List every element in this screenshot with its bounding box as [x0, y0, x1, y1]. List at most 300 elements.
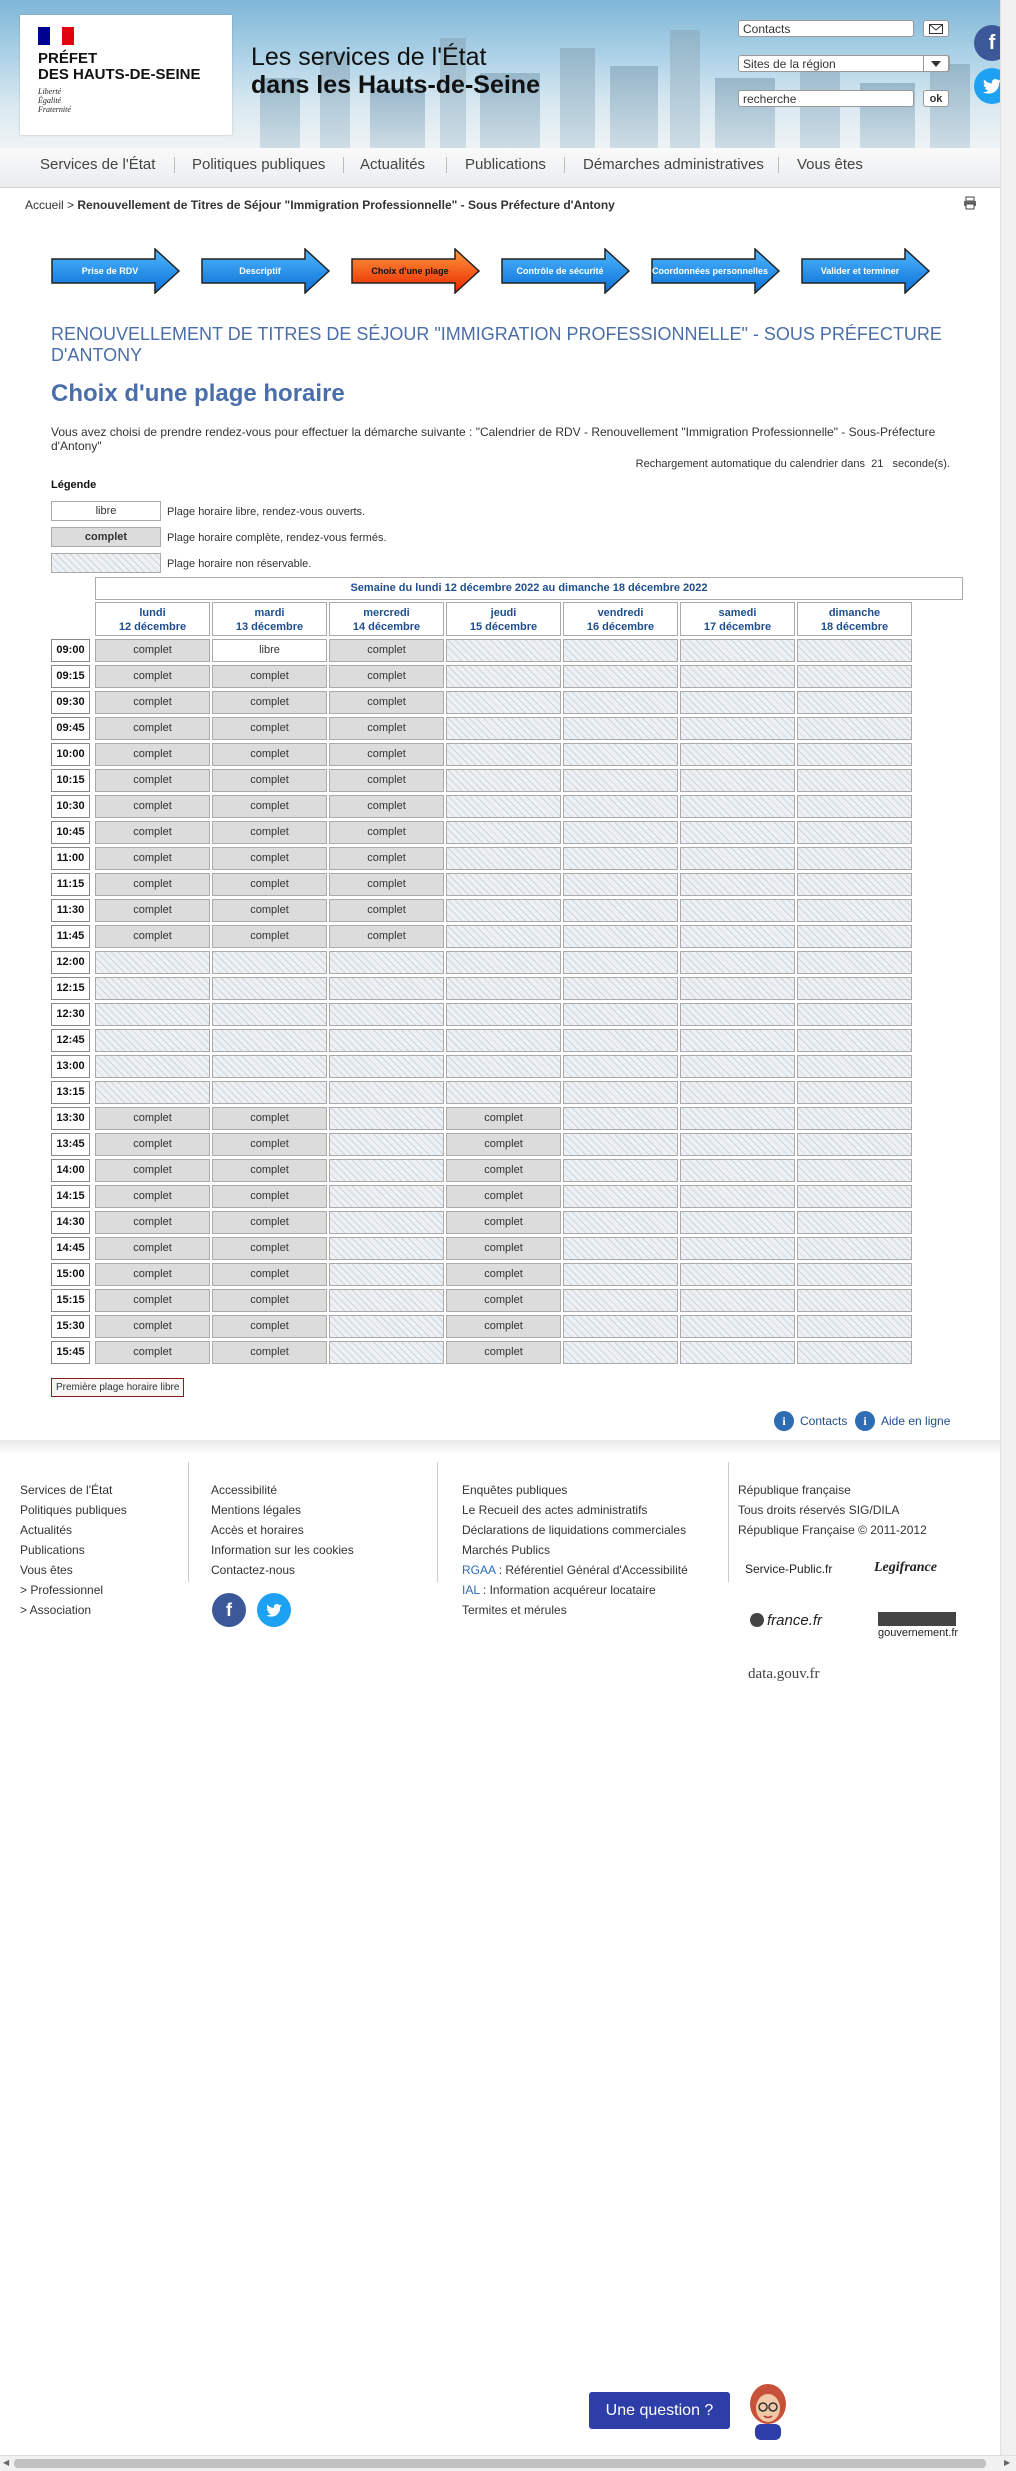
- slot-free[interactable]: libre: [212, 639, 327, 662]
- slot-unavailable: [797, 1133, 912, 1156]
- slot-unavailable: [329, 1107, 444, 1130]
- footer-text: République Française © 2011-2012: [738, 1523, 927, 1537]
- footer-link[interactable]: Publications: [20, 1543, 85, 1557]
- slot-full: complet: [212, 1289, 327, 1312]
- step-3: [351, 248, 481, 294]
- info-icon: i: [855, 1411, 875, 1431]
- step-5: [651, 248, 781, 294]
- facebook-icon[interactable]: f: [974, 25, 1000, 61]
- chatbot-avatar-icon[interactable]: [742, 2380, 794, 2440]
- day-header-dimanche: dimanche 18 décembre: [797, 602, 912, 636]
- slot-unavailable: [563, 717, 678, 740]
- slot-unavailable: [797, 717, 912, 740]
- slot-unavailable: [329, 1081, 444, 1104]
- nav-item-vous-etes[interactable]: Vous êtes: [797, 156, 863, 173]
- chevron-down-icon[interactable]: [923, 55, 949, 72]
- slot-unavailable: [680, 717, 795, 740]
- slot-unavailable: [680, 925, 795, 948]
- slot-unavailable: [446, 639, 561, 662]
- slot-unavailable: [563, 847, 678, 870]
- slot-full: complet: [446, 1133, 561, 1156]
- slot-unavailable: [797, 1185, 912, 1208]
- slot-unavailable: [446, 1029, 561, 1052]
- slot-unavailable: [797, 743, 912, 766]
- slot-unavailable: [680, 1289, 795, 1312]
- slot-unavailable: [446, 1003, 561, 1026]
- slot-unavailable: [329, 1133, 444, 1156]
- time-label: 09:00: [51, 639, 90, 662]
- slot-unavailable: [797, 1289, 912, 1312]
- slot-unavailable: [563, 925, 678, 948]
- slot-unavailable: [797, 691, 912, 714]
- slot-unavailable: [329, 1211, 444, 1234]
- skyline-building: [715, 78, 775, 148]
- slot-full: complet: [446, 1159, 561, 1182]
- slot-unavailable: [329, 1237, 444, 1260]
- slot-full: complet: [95, 639, 210, 662]
- slot-unavailable: [797, 1341, 912, 1364]
- time-label: 12:00: [51, 951, 90, 974]
- nav-item-actualites[interactable]: Actualités: [360, 156, 426, 173]
- skyline-building: [670, 30, 700, 148]
- slot-full: complet: [95, 1341, 210, 1364]
- day-header-mercredi: mercredi 14 décembre: [329, 602, 444, 636]
- legend-free-box: libre: [51, 501, 161, 521]
- slot-unavailable: [680, 1107, 795, 1130]
- slot-unavailable: [797, 1237, 912, 1260]
- footer-link[interactable]: Contactez-nous: [211, 1563, 296, 1577]
- slot-unavailable: [797, 1003, 912, 1026]
- slot-full: complet: [212, 1263, 327, 1286]
- footer-link[interactable]: > Professionnel: [20, 1583, 104, 1597]
- slot-unavailable: [563, 1055, 678, 1078]
- legifrance-logo[interactable]: Legifrance: [874, 1560, 937, 1575]
- time-label: 09:45: [51, 717, 90, 740]
- step-label: Prise de RDV: [81, 266, 139, 276]
- slot-unavailable: [563, 769, 678, 792]
- nav-divider: [343, 157, 344, 173]
- slot-unavailable: [95, 951, 210, 974]
- slot-unavailable: [95, 1029, 210, 1052]
- slot-unavailable: [563, 665, 678, 688]
- slot-unavailable: [680, 769, 795, 792]
- breadcrumb-home[interactable]: Accueil: [25, 198, 64, 212]
- slot-unavailable: [797, 1029, 912, 1052]
- slot-full: complet: [446, 1341, 561, 1364]
- breadcrumb: [25, 198, 615, 212]
- slot-unavailable: [680, 1315, 795, 1338]
- slot-unavailable: [680, 691, 795, 714]
- slot-unavailable: [680, 639, 795, 662]
- marianne-flag-icon: [38, 27, 74, 45]
- footer-link[interactable]: Politiques publiques: [20, 1503, 127, 1517]
- slot-unavailable: [329, 951, 444, 974]
- slot-unavailable: [563, 795, 678, 818]
- slot-unavailable: [797, 1081, 912, 1104]
- step-label: Descriptif: [239, 266, 281, 276]
- slot-full: complet: [446, 1237, 561, 1260]
- time-label: 13:00: [51, 1055, 90, 1078]
- slot-unavailable: [680, 847, 795, 870]
- slot-unavailable: [680, 873, 795, 896]
- slot-unavailable: [329, 1185, 444, 1208]
- footer-divider: [0, 1440, 1000, 1454]
- slot-full: complet: [212, 821, 327, 844]
- page-title: Choix d'une plage horaire: [51, 380, 345, 407]
- slot-unavailable: [446, 899, 561, 922]
- facebook-icon[interactable]: f: [212, 1593, 246, 1627]
- footer-separator: [437, 1462, 438, 1582]
- slot-unavailable: [563, 1315, 678, 1338]
- slot-unavailable: [563, 1081, 678, 1104]
- nav-divider: [174, 157, 175, 173]
- slot-full: complet: [95, 1315, 210, 1338]
- slot-full: complet: [329, 899, 444, 922]
- slot-unavailable: [329, 1341, 444, 1364]
- day-header-lundi: lundi 12 décembre: [95, 602, 210, 636]
- slot-full: complet: [329, 691, 444, 714]
- slot-unavailable: [680, 951, 795, 974]
- step-1: [51, 248, 181, 294]
- nav-divider: [564, 157, 565, 173]
- step-label: Coordonnées personnelles: [651, 266, 769, 276]
- slot-unavailable: [680, 1159, 795, 1182]
- horizontal-scrollbar[interactable]: [0, 2455, 1016, 2471]
- footer-col-legal: [462, 1480, 688, 1620]
- slot-unavailable: [797, 873, 912, 896]
- slot-unavailable: [797, 899, 912, 922]
- time-label: 11:15: [51, 873, 90, 896]
- slot-unavailable: [446, 951, 561, 974]
- step-label: Valider et terminer: [820, 266, 900, 276]
- slot-full: complet: [212, 769, 327, 792]
- footer-col-nav: [20, 1480, 127, 1620]
- intro-text: Vous avez choisi de prendre rendez-vous pour effectuer la démarche suivante : "Calendrier de RDV - Renouvellement "Immigration Professionnelle" - Sous-Préfecture d'Antony": [51, 425, 936, 453]
- slot-unavailable: [680, 665, 795, 688]
- gouvernement-logo[interactable]: gouvernement.fr: [878, 1612, 958, 1639]
- slot-full: complet: [212, 1237, 327, 1260]
- slot-full: complet: [95, 1107, 210, 1130]
- slot-full: complet: [212, 1159, 327, 1182]
- slot-full: complet: [329, 743, 444, 766]
- step-6: [801, 248, 931, 294]
- slot-unavailable: [680, 1185, 795, 1208]
- footer-link-ial[interactable]: IAL : Information acquéreur locataire: [462, 1583, 656, 1597]
- mail-icon[interactable]: [923, 20, 949, 37]
- slot-unavailable: [797, 1211, 912, 1234]
- slot-unavailable: [446, 743, 561, 766]
- reload-countdown: 21: [871, 458, 884, 470]
- slot-full: complet: [212, 743, 327, 766]
- slot-unavailable: [563, 1003, 678, 1026]
- nav-item-services[interactable]: Services de l'État: [40, 156, 156, 173]
- slot-unavailable: [680, 1003, 795, 1026]
- time-label: 14:00: [51, 1159, 90, 1182]
- slot-unavailable: [680, 1211, 795, 1234]
- slot-full: complet: [212, 691, 327, 714]
- time-label: 10:45: [51, 821, 90, 844]
- day-header-mardi: mardi 13 décembre: [212, 602, 327, 636]
- footer-col-republic: [738, 1480, 927, 1540]
- slot-full: complet: [95, 795, 210, 818]
- slot-full: complet: [95, 899, 210, 922]
- vertical-scrollbar[interactable]: [1000, 0, 1016, 2455]
- slot-unavailable: [563, 873, 678, 896]
- slot-unavailable: [212, 1081, 327, 1104]
- slot-unavailable: [329, 1003, 444, 1026]
- logo-title: PRÉFET DES HAUTS-DE-SEINE: [38, 50, 201, 83]
- nav-item-publications[interactable]: Publications: [465, 156, 546, 173]
- scroll-right-icon[interactable]: ▶: [1004, 2458, 1011, 2467]
- slot-unavailable: [680, 977, 795, 1000]
- site-title[interactable]: [251, 43, 540, 99]
- slot-unavailable: [95, 977, 210, 1000]
- slot-full: complet: [95, 1237, 210, 1260]
- slot-unavailable: [797, 951, 912, 974]
- skyline-building: [560, 48, 595, 148]
- slot-unavailable: [797, 925, 912, 948]
- slot-full: complet: [95, 665, 210, 688]
- slot-unavailable: [446, 717, 561, 740]
- slot-unavailable: [563, 977, 678, 1000]
- scroll-left-icon[interactable]: ◀: [3, 2458, 10, 2467]
- footer-separator: [728, 1462, 729, 1582]
- scrollbar-thumb[interactable]: [14, 2459, 986, 2468]
- day-header-vendredi: vendredi 16 décembre: [563, 602, 678, 636]
- slot-full: complet: [329, 639, 444, 662]
- slot-unavailable: [563, 951, 678, 974]
- footer-col-info: [211, 1480, 354, 1580]
- twitter-icon[interactable]: [974, 68, 1000, 104]
- slot-unavailable: [563, 1289, 678, 1312]
- data-gouv-logo[interactable]: data.gouv.fr: [748, 1666, 820, 1682]
- slot-full: complet: [95, 821, 210, 844]
- slot-unavailable: [563, 743, 678, 766]
- slot-unavailable: [446, 873, 561, 896]
- chat-question-button[interactable]: Une question ?: [589, 2392, 730, 2429]
- site-title-line2: dans les Hauts-de-Seine: [251, 71, 540, 99]
- footer-link[interactable]: Le Recueil des actes administratifs: [462, 1503, 648, 1517]
- footer-link[interactable]: Accessibilité: [211, 1483, 278, 1497]
- slot-full: complet: [446, 1315, 561, 1338]
- slot-unavailable: [680, 1081, 795, 1104]
- slot-unavailable: [797, 1107, 912, 1130]
- slot-unavailable: [797, 769, 912, 792]
- search-ok-button[interactable]: ok: [923, 90, 949, 107]
- time-label: 11:30: [51, 899, 90, 922]
- slot-full: complet: [212, 717, 327, 740]
- slot-unavailable: [446, 1081, 561, 1104]
- time-label: 13:30: [51, 1107, 90, 1130]
- slot-full: complet: [95, 847, 210, 870]
- gouvernement-icon: [878, 1612, 956, 1626]
- slot-unavailable: [329, 1289, 444, 1312]
- legend-title: Légende: [51, 479, 97, 491]
- slot-unavailable: [563, 639, 678, 662]
- slot-unavailable: [680, 899, 795, 922]
- footer-link[interactable]: Déclarations de liquidations commerciales: [462, 1523, 687, 1537]
- slot-full: complet: [329, 795, 444, 818]
- slot-unavailable: [563, 1029, 678, 1052]
- slot-unavailable: [680, 1133, 795, 1156]
- time-label: 15:30: [51, 1315, 90, 1338]
- slot-unavailable: [446, 691, 561, 714]
- skyline-building: [610, 66, 658, 148]
- first-free-slot-button[interactable]: Première plage horaire libre: [51, 1378, 184, 1397]
- slot-unavailable: [212, 977, 327, 1000]
- online-help-link[interactable]: i Aide en ligne: [855, 1411, 950, 1431]
- slot-unavailable: [680, 1263, 795, 1286]
- contacts-link[interactable]: i Contacts: [774, 1411, 847, 1431]
- slot-unavailable: [563, 1237, 678, 1260]
- footer-link[interactable]: Mentions légales: [211, 1503, 302, 1517]
- footer-separator: [188, 1462, 189, 1582]
- slot-unavailable: [563, 821, 678, 844]
- slot-unavailable: [446, 665, 561, 688]
- slot-unavailable: [563, 899, 678, 922]
- reload-notice: Rechargement automatique du calendrier dans 21 seconde(s).: [635, 458, 950, 470]
- prefet-logo[interactable]: [20, 15, 232, 135]
- region-select[interactable]: Sites de la région: [738, 55, 950, 72]
- slot-full: complet: [95, 925, 210, 948]
- slot-full: complet: [95, 1133, 210, 1156]
- footer-link-rgaa[interactable]: RGAA : Référentiel Général d'Accessibilité: [462, 1563, 688, 1577]
- time-label: 15:45: [51, 1341, 90, 1364]
- slot-unavailable: [680, 1341, 795, 1364]
- slot-unavailable: [563, 1341, 678, 1364]
- step-label: Choix d'une plage: [371, 266, 449, 276]
- nav-item-politiques[interactable]: Politiques publiques: [192, 156, 326, 173]
- slot-full: complet: [446, 1185, 561, 1208]
- slot-unavailable: [212, 1055, 327, 1078]
- slot-full: complet: [95, 769, 210, 792]
- time-label: 10:15: [51, 769, 90, 792]
- twitter-icon[interactable]: [257, 1593, 291, 1627]
- slot-full: complet: [95, 1185, 210, 1208]
- print-icon[interactable]: [963, 196, 977, 210]
- time-label: 12:30: [51, 1003, 90, 1026]
- footer-link[interactable]: > Association: [20, 1603, 92, 1617]
- step-4: [501, 248, 631, 294]
- slot-unavailable: [797, 1315, 912, 1338]
- time-label: 12:15: [51, 977, 90, 1000]
- france-fr-logo[interactable]: france.fr: [750, 1612, 822, 1629]
- slot-full: complet: [95, 873, 210, 896]
- slot-full: complet: [212, 1211, 327, 1234]
- time-label: 14:15: [51, 1185, 90, 1208]
- logo-motto: Liberté Égalité Fraternité: [38, 87, 71, 114]
- slot-unavailable: [563, 691, 678, 714]
- footer-link[interactable]: Information sur les cookies: [211, 1543, 354, 1557]
- slot-unavailable: [563, 1107, 678, 1130]
- time-label: 09:30: [51, 691, 90, 714]
- time-label: 11:45: [51, 925, 90, 948]
- service-public-logo[interactable]: Service-Public.fr: [745, 1562, 833, 1576]
- slot-unavailable: [329, 1159, 444, 1182]
- slot-unavailable: [680, 743, 795, 766]
- slot-unavailable: [446, 795, 561, 818]
- slot-full: complet: [329, 821, 444, 844]
- main-nav: [0, 148, 1000, 188]
- nav-item-demarches[interactable]: Démarches administratives: [583, 156, 764, 173]
- slot-unavailable: [446, 977, 561, 1000]
- slot-full: complet: [212, 1133, 327, 1156]
- slot-full: complet: [95, 1289, 210, 1312]
- slot-full: complet: [95, 1159, 210, 1182]
- time-label: 14:30: [51, 1211, 90, 1234]
- page-heading: RENOUVELLEMENT DE TITRES DE SÉJOUR "IMMIGRATION PROFESSIONNELLE" - SOUS PRÉFECTURE D'ANTONY: [51, 324, 942, 365]
- search-input[interactable]: recherche: [738, 90, 914, 107]
- slot-full: complet: [329, 847, 444, 870]
- slot-unavailable: [563, 1263, 678, 1286]
- slot-unavailable: [329, 1315, 444, 1338]
- slot-full: complet: [212, 925, 327, 948]
- slot-full: complet: [212, 1341, 327, 1364]
- site-header: [0, 0, 1000, 148]
- footer-link[interactable]: Marchés Publics: [462, 1543, 551, 1557]
- slot-full: complet: [329, 925, 444, 948]
- week-header: Semaine du lundi 12 décembre 2022 au dimanche 18 décembre 2022: [95, 577, 963, 600]
- slot-full: complet: [212, 1185, 327, 1208]
- time-label: 10:30: [51, 795, 90, 818]
- time-label: 09:15: [51, 665, 90, 688]
- slot-unavailable: [680, 1055, 795, 1078]
- slot-unavailable: [797, 977, 912, 1000]
- slot-unavailable: [680, 795, 795, 818]
- footer-link[interactable]: Accès et horaires: [211, 1523, 304, 1537]
- time-label: 11:00: [51, 847, 90, 870]
- slot-unavailable: [446, 821, 561, 844]
- slot-unavailable: [563, 1211, 678, 1234]
- slot-unavailable: [446, 769, 561, 792]
- slot-full: complet: [446, 1289, 561, 1312]
- slot-full: complet: [329, 873, 444, 896]
- breadcrumb-separator: >: [67, 198, 75, 212]
- slot-full: complet: [212, 795, 327, 818]
- time-label: 12:45: [51, 1029, 90, 1052]
- legend-full-box: complet: [51, 527, 161, 547]
- time-label: 14:45: [51, 1237, 90, 1260]
- legend-full-desc: Plage horaire complète, rendez-vous fermés.: [167, 532, 387, 544]
- step-2: [201, 248, 331, 294]
- footer-link[interactable]: Actualités: [20, 1523, 73, 1537]
- slot-unavailable: [329, 1029, 444, 1052]
- slot-unavailable: [95, 1003, 210, 1026]
- slot-unavailable: [680, 1237, 795, 1260]
- footer-link[interactable]: Services de l'État: [20, 1483, 113, 1497]
- slot-unavailable: [329, 977, 444, 1000]
- slot-unavailable: [797, 821, 912, 844]
- slot-unavailable: [95, 1081, 210, 1104]
- footer-link[interactable]: Termites et mérules: [462, 1603, 567, 1617]
- site-title-line1: Les services de l'État: [251, 43, 487, 71]
- slot-full: complet: [329, 769, 444, 792]
- slot-unavailable: [797, 1055, 912, 1078]
- legend-unavailable-desc: Plage horaire non réservable.: [167, 558, 312, 570]
- slot-full: complet: [212, 665, 327, 688]
- slot-unavailable: [212, 1003, 327, 1026]
- slot-full: complet: [446, 1107, 561, 1130]
- slot-full: complet: [212, 899, 327, 922]
- slot-full: complet: [95, 1211, 210, 1234]
- slot-unavailable: [797, 795, 912, 818]
- slot-full: complet: [95, 1263, 210, 1286]
- footer-link[interactable]: Vous êtes: [20, 1563, 73, 1577]
- contacts-field[interactable]: Contacts: [738, 20, 914, 37]
- footer-link[interactable]: Enquêtes publiques: [462, 1483, 568, 1497]
- slot-full: complet: [95, 743, 210, 766]
- slot-unavailable: [797, 1159, 912, 1182]
